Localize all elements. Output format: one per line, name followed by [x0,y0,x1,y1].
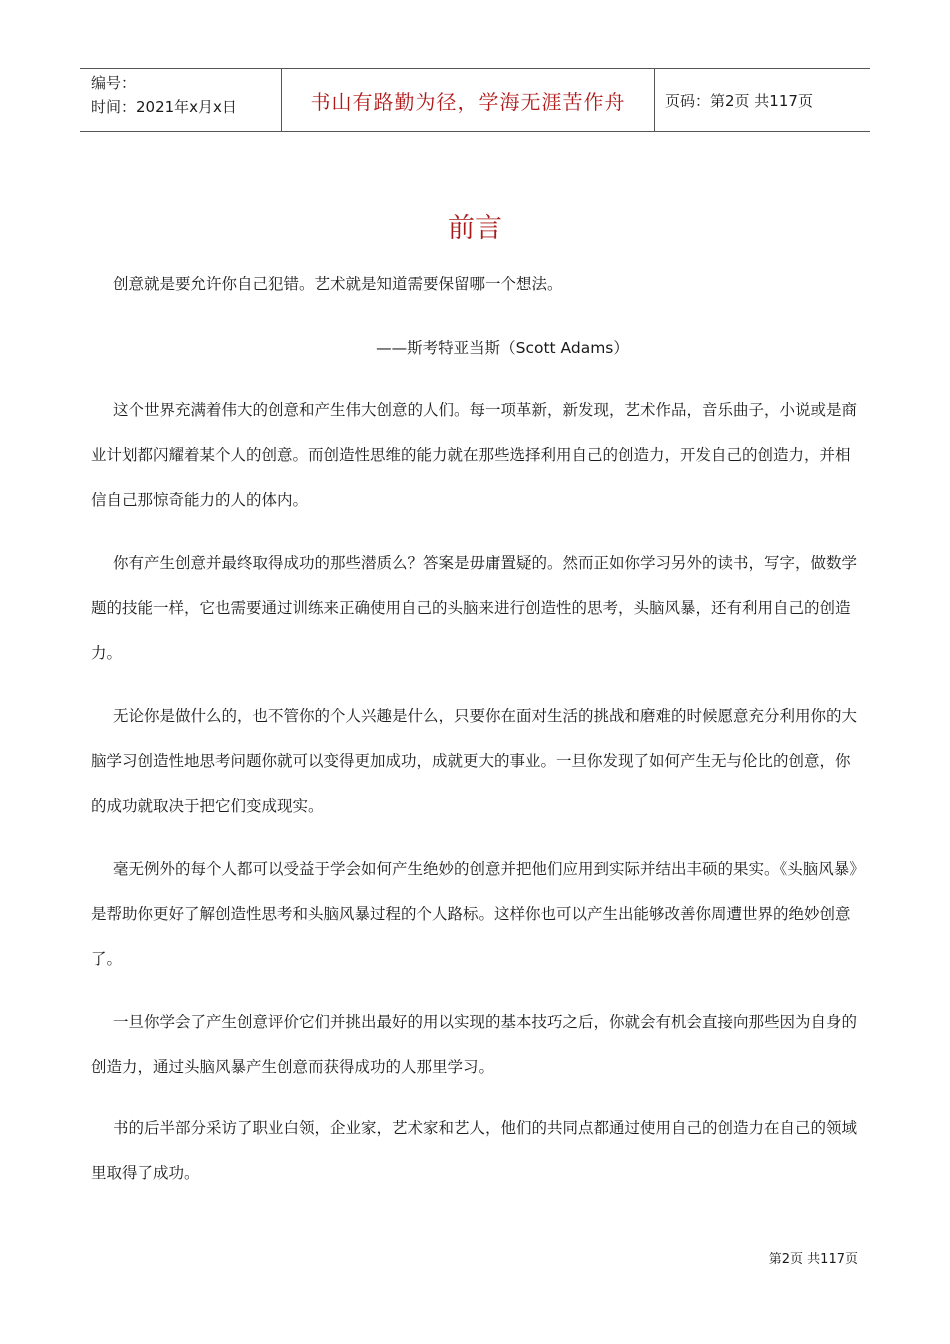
paragraph-5: 一旦你学会了产生创意评价它们并挑出最好的用以实现的基本技巧之后，你就会有机会直接向那些因为自身的创造力，通过头脑风暴产生创意而获得成功的人那里学习。 [91,1013,858,1076]
quote-text: 创意就是要允许你自己犯错。艺术就是知道需要保留哪一个想法。 [113,275,563,293]
document-header [80,68,870,132]
header-date-label: 时间：2021年x月x日 [91,98,237,116]
paragraph-2: 你有产生创意并最终取得成功的那些潜质么？答案是毋庸置疑的。然而正如你学习另外的读书，写字，做数学题的技能一样，它也需要通过训练来正确使用自己的头脑来进行创造性的思考，头脑风暴，还有利用自己的创造力。 [91,554,858,662]
paragraph-3: 无论你是做什么的，也不管你的个人兴趣是什么，只要你在面对生活的挑战和磨难的时候愿意充分利用你的大脑学习创造性地思考问题你就可以变得更加成功，成就更大的事业。一旦你发现了如何产生无与伦比的创意，你的成功就取决于把它们变成现实。 [91,707,858,815]
header-number-label: 编号： [91,74,137,92]
header-page-info: 页码：第2页 共117页 [665,91,813,110]
header-motto: 书山有路勤为径，学海无涯苦作舟 [310,89,626,114]
footer-page-info: 第2页 共117页 [768,1252,858,1267]
paragraph-1: 这个世界充满着伟大的创意和产生伟大创意的人们。每一项革新，新发现，艺术作品，音乐曲子，小说或是商业计划都闪耀着某个人的创意。而创造性思维的能力就在那些选择利用自己的创造力，开发自己的创造力，并相信自己那惊奇能力的人的体内。 [91,401,858,509]
header-meta-cell [80,69,282,131]
quote-author: ——斯考特亚当斯（Scott Adams） [376,339,629,357]
header-page-cell [655,69,870,131]
header-motto-cell [282,69,655,131]
paragraph-4: 毫无例外的每个人都可以受益于学会如何产生绝妙的创意并把他们应用到实际并结出丰硕的果实。《头脑风暴》是帮助你更好了解创造性思考和头脑风暴过程的个人路标。这样你也可以产生出能够改善你周遭世界的绝妙创意了。 [91,860,858,968]
page-title: 前言 [448,213,502,244]
paragraph-6: 书的后半部分采访了职业白领，企业家，艺术家和艺人，他们的共同点都通过使用自己的创造力在自己的领域里取得了成功。 [91,1119,858,1182]
